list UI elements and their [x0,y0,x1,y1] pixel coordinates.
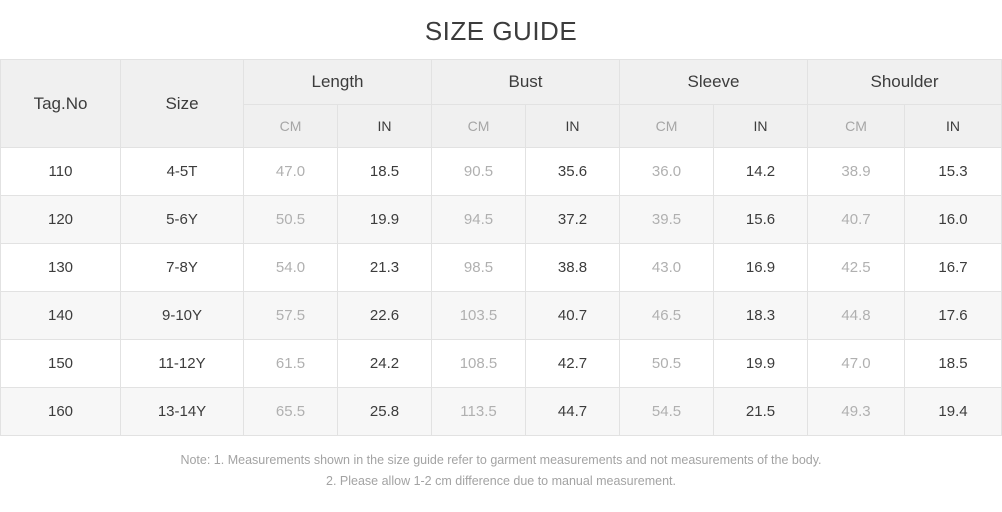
table-head [1,60,1002,148]
cell-shoulder-cm: 47.0 [808,340,905,388]
cell-length-in: 21.3 [338,244,432,292]
cell-length-in: 18.5 [338,148,432,196]
cell-sleeve-in: 16.9 [714,244,808,292]
cell-bust-in: 42.7 [526,340,620,388]
cell-bust-in: 37.2 [526,196,620,244]
page-title: SIZE GUIDE [424,16,578,46]
header-shoulder-cm: CM [808,105,905,148]
cell-sleeve-cm: 39.5 [620,196,714,244]
header-group-bust: Bust [432,60,620,105]
cell-bust-cm: 103.5 [432,292,526,340]
cell-size: 11-12Y [121,340,244,388]
cell-length-cm: 47.0 [244,148,338,196]
cell-length-in: 19.9 [338,196,432,244]
table-row [1,148,1002,196]
table-body [1,148,1002,436]
notes-block [0,450,1002,493]
cell-shoulder-in: 16.7 [905,244,1002,292]
cell-size: 9-10Y [121,292,244,340]
cell-sleeve-in: 14.2 [714,148,808,196]
cell-sleeve-in: 18.3 [714,292,808,340]
cell-size: 13-14Y [121,388,244,436]
cell-length-cm: 65.5 [244,388,338,436]
cell-shoulder-in: 16.0 [905,196,1002,244]
cell-shoulder-in: 17.6 [905,292,1002,340]
cell-shoulder-cm: 49.3 [808,388,905,436]
cell-tagno: 110 [1,148,121,196]
table-row [1,244,1002,292]
header-group-shoulder: Shoulder [808,60,1002,105]
cell-shoulder-cm: 38.9 [808,148,905,196]
header-length-in: IN [338,105,432,148]
cell-size: 4-5T [121,148,244,196]
note-line-1: Note: 1. Measurements shown in the size guide refer to garment measurements and not measurements of the body. [180,453,822,467]
cell-sleeve-cm: 54.5 [620,388,714,436]
cell-shoulder-in: 15.3 [905,148,1002,196]
header-group-length: Length [244,60,432,105]
table-row [1,196,1002,244]
table-row [1,292,1002,340]
header-length-cm: CM [244,105,338,148]
cell-length-in: 22.6 [338,292,432,340]
cell-bust-in: 38.8 [526,244,620,292]
cell-shoulder-in: 19.4 [905,388,1002,436]
cell-sleeve-in: 19.9 [714,340,808,388]
cell-shoulder-cm: 42.5 [808,244,905,292]
cell-shoulder-in: 18.5 [905,340,1002,388]
cell-sleeve-cm: 50.5 [620,340,714,388]
cell-tagno: 150 [1,340,121,388]
cell-sleeve-cm: 46.5 [620,292,714,340]
table-row [1,388,1002,436]
header-bust-cm: CM [432,105,526,148]
cell-length-cm: 57.5 [244,292,338,340]
header-tagno: Tag.No [1,60,121,148]
cell-size: 7-8Y [121,244,244,292]
cell-length-cm: 50.5 [244,196,338,244]
cell-sleeve-in: 15.6 [714,196,808,244]
cell-bust-cm: 98.5 [432,244,526,292]
header-sleeve-in: IN [714,105,808,148]
note-line-2: 2. Please allow 1-2 cm difference due to manual measurement. [326,474,676,489]
header-sleeve-cm: CM [620,105,714,148]
cell-shoulder-cm: 40.7 [808,196,905,244]
cell-bust-cm: 108.5 [432,340,526,388]
cell-sleeve-in: 21.5 [714,388,808,436]
cell-length-cm: 61.5 [244,340,338,388]
cell-sleeve-cm: 43.0 [620,244,714,292]
cell-bust-in: 40.7 [526,292,620,340]
header-shoulder-in: IN [905,105,1002,148]
table-header-row-groups [1,60,1002,105]
cell-bust-cm: 113.5 [432,388,526,436]
size-guide-table [0,59,1002,436]
header-size: Size [121,60,244,148]
cell-tagno: 130 [1,244,121,292]
cell-size: 5-6Y [121,196,244,244]
cell-length-in: 25.8 [338,388,432,436]
cell-length-in: 24.2 [338,340,432,388]
cell-bust-cm: 94.5 [432,196,526,244]
cell-bust-in: 44.7 [526,388,620,436]
cell-tagno: 140 [1,292,121,340]
cell-sleeve-cm: 36.0 [620,148,714,196]
cell-bust-in: 35.6 [526,148,620,196]
cell-shoulder-cm: 44.8 [808,292,905,340]
header-group-sleeve: Sleeve [620,60,808,105]
table-row [1,340,1002,388]
cell-tagno: 120 [1,196,121,244]
header-bust-in: IN [526,105,620,148]
cell-bust-cm: 90.5 [432,148,526,196]
cell-tagno: 160 [1,388,121,436]
cell-length-cm: 54.0 [244,244,338,292]
